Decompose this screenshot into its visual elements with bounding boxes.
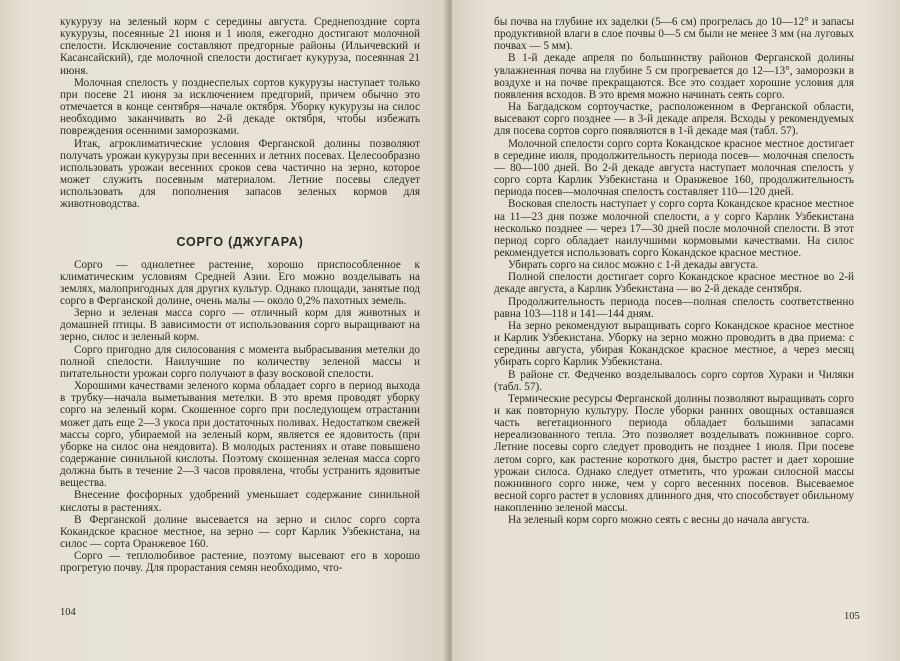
left-top-paragraphs xyxy=(60,16,420,211)
paragraph: Сорго пригодно для силосования с момента выбрасывания метелки до полной спелости. Наилучшие по количеству зеленой массы и питательности урожаи сорго получают в фазу восковой спелости. xyxy=(60,343,420,380)
paragraph: На зеленый корм сорго можно сеять с весны до начала августа. xyxy=(508,514,810,527)
paragraph: В 1-й декаде апреля по большинству районов Ферганской долины увлажненная почва на глубине 5 см прогревается до 12—13°, заморозки в воздухе и на почве прекращаются. Все это создает хорошие условия для появления всходов. В это время можно начинать сеять сорго. xyxy=(494,52,854,101)
paragraph: Полной спелости достигает сорго Кокандское красное местное во 2-й декаде августа, а Карлик Узбекистана — во 2-й декаде сентября. xyxy=(494,271,854,296)
paragraph: Итак, агроклиматические условия Ферганской долины позволяют получать урожаи кукурузы при весенних и летних посевах. Целесообразно использовать урожаи весенних сроков сева частично на зерно, которое может служить посевным материалом. Летние посевы следует использовать для пополнения запасов зеленых кормов для животноводства. xyxy=(60,137,420,211)
paragraph: Хорошими качествами зеленого корма обладает сорго в период выхода в трубку—начала выметывания метелки. В это время проводят уборку сорго на зеленый корм. Скошенное сорго при последующем отрастании может дать еще 2—3 укоса при достаточных поливах. Недостатком свежей массы сорго, убираемой на зеленый корм, является ее ядовитость (при уборке на силос она неядовита). В молодых растениях и отаве повышено содержание синильной кислоты. Поэтому скошенная зеленая масса сорго должна быть в течение 2—3 часов провялена, чтобы устранить ядовитые вещества. xyxy=(60,380,420,490)
paragraph: В районе ст. Федченко возделывалось сорго сортов Хураки и Чиляки (табл. 57). xyxy=(494,368,854,393)
left-page-text xyxy=(60,16,420,575)
page-number-right: 105 xyxy=(844,611,860,622)
paragraph: Молочная спелость у позднеспелых сортов кукурузы наступает только при посеве 21 июня за исключением предгорий, причем обычно это отмечается в конце сентября—начале октября. Уборку кукурузы на силос необходимо заканчивать во 2-й декаде октября, чтобы избежать повреждения осенними заморозками. xyxy=(60,76,420,138)
paragraph: На Багдадском сортоучастке, расположенном в Ферганской области, высевают сорго позднее — в 3-й декаде апреля. Всходы у рекомендуемых для посева сортов сорго появляются в 1-й декаде мая (табл. 57). xyxy=(494,101,854,138)
paragraph: Убирать сорго на силос можно с 1-й декады августа. xyxy=(508,259,759,272)
left-page xyxy=(0,0,448,661)
left-bottom-paragraphs xyxy=(60,259,420,575)
section-title: СОРГО (ДЖУГАРА) xyxy=(176,234,304,249)
page-number-left: 104 xyxy=(60,607,76,618)
paragraph: кукурузу на зеленый корм с середины августа. Среднепоздние сорта кукурузы, посеянные 21 июня и 1 июля, ежегодно достигают молочной спелости. Исключение составляют предгорные районы (Ильичевский и Касансайский), где молочной спелости достигает кукуруза, посеянная 21 июня. xyxy=(60,16,420,77)
paragraph: Молочной спелости сорго сорта Кокандское красное местное достигает в середине июля, продолжительность периода посев— молочная спелость — 80—100 дней. Во 2-й декаде августа наступает молочная спелость у сорго сорта Карлик Узбекистана и Оранжевое 160, продолжительность периода посев—молочная спелость составляет 110—120 дней. xyxy=(494,137,854,199)
paragraph: Сорго — однолетнее растение, хорошо приспособленное к климатическим условиям Средней Азии. Его можно возделывать на землях, малопригодных для других культур. Однако площади, занятые под сорго в Ферганской долине, очень малы — около 0,2% пахотных земель. xyxy=(60,258,420,307)
paragraph: Зерно и зеленая масса сорго — отличный корм для животных и домашней птицы. В зависимости от использования сорго выращивают на зерно, силос и зеленый корм. xyxy=(60,307,420,344)
paragraph: Сорго — теплолюбивое растение, поэтому высевают его в хорошо прогретую почву. Для прорастания семян необходимо, что- xyxy=(60,550,420,575)
paragraph: Восковая спелость наступает у сорго сорта Кокандское красное местное на 11—23 дня позже молочной спелости, а у сорго Карлик Узбекистана несколько позднее — через 17—30 дней после молочной спелости. В этот период сорго обладает наилучшими кормовыми качествами. На силос рекомендуется использовать сорго Кокандское красное местное. xyxy=(494,198,854,259)
paragraph: Внесение фосфорных удобрений уменьшает содержание синильной кислоты в растениях. xyxy=(60,489,420,514)
paragraph: бы почва на глубине их заделки (5—6 см) прогрелась до 10—12° и запасы продуктивной влаги в слое почвы 0—5 см были не менее 3 мм (на луговых почвах — 5 мм). xyxy=(494,16,854,53)
paragraph: На зерно рекомендуют выращивать сорго Кокандское красное местное и Карлик Узбекистана. Уборку на зерно можно проводить в два приема: с середины августа, убирая Кокандское красное местное, а через месяц убирать сорго Карлик Узбекистана. xyxy=(494,319,854,369)
right-page-text xyxy=(494,16,854,527)
right-paragraphs xyxy=(494,16,854,527)
right-page xyxy=(452,0,900,661)
paragraph: В Ферганской долине высевается на зерно и силос сорго сорта Кокандское красное местное, на зерно — сорт Карлик Узбекистана, на силос — сорта Оранжевое 160. xyxy=(60,513,420,551)
paragraph: Термические ресурсы Ферганской долины позволяют выращивать сорго и как повторную культуру. После уборки ранних овощных оставшаяся часть вегетационного периода обладает большими запасами нереализованного тепла. Это позволяет возделывать пожнивное сорго. Летние посевы сорго следует проводить не позднее 1 июля. При посеве летом сорго, как растение короткого дня, быстро растет и дает хорошие урожаи силоса. Однако следует отметить, что урожаи силосной массы пожнивного сорго ниже, чем у сорго весенних посевов. Высеваемое весной сорго растет в условиях длинного дня, что способствует обильному накоплению зеленой массы. xyxy=(494,392,854,515)
paragraph: Продолжительность периода посев—полная спелость соответственно равна 103—118 и 141—144 дням. xyxy=(494,295,854,320)
